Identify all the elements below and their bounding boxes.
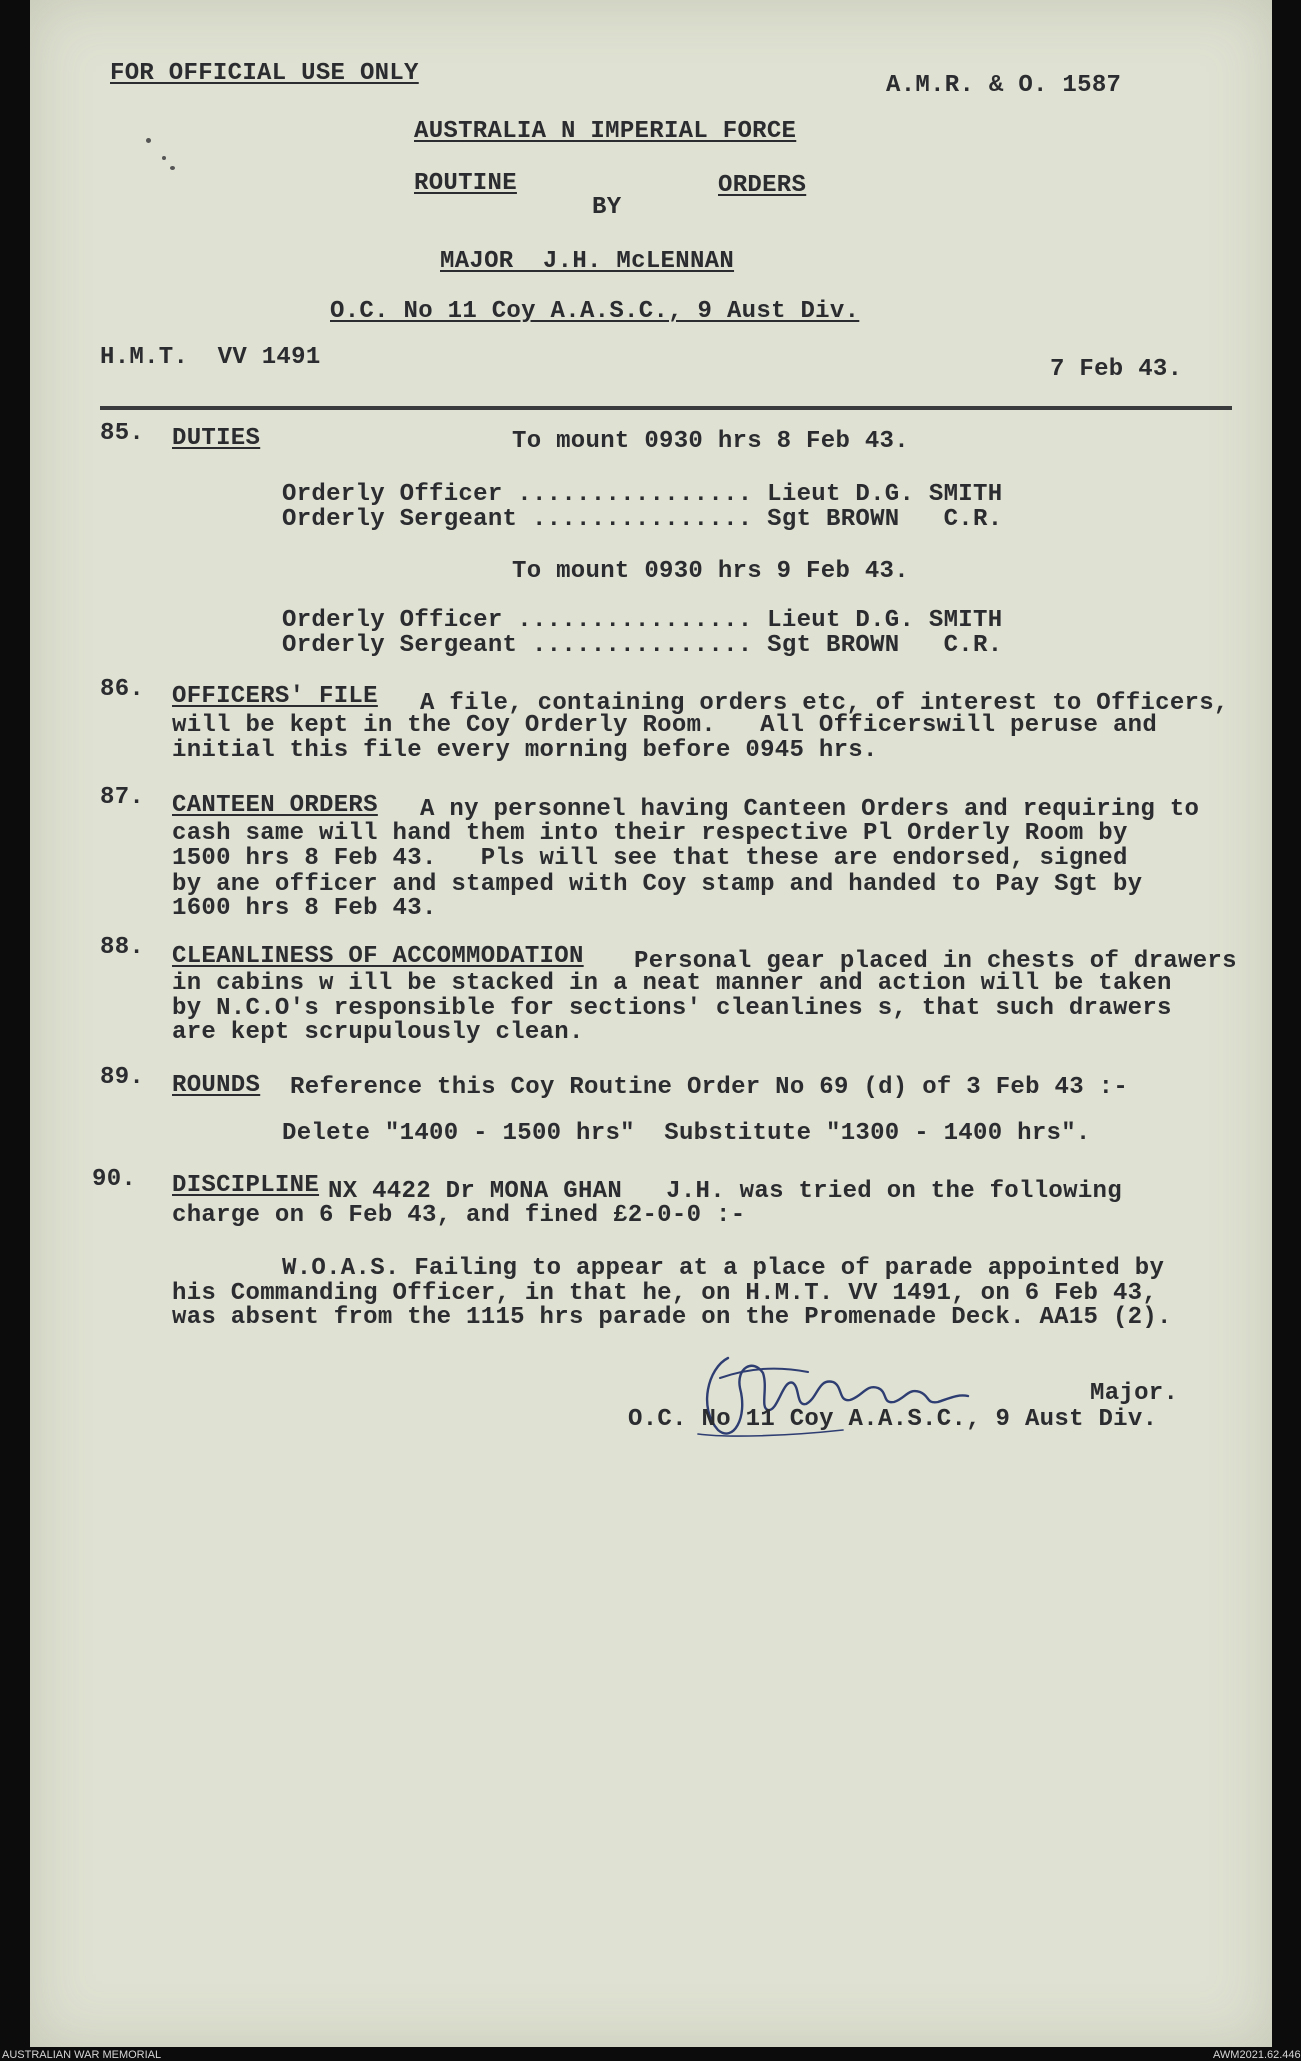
duty-line: Orderly Officer ................ Lieut D.G. SMITH [282, 481, 1003, 508]
order-text: A ny personnel having Canteen Orders and requiring to [420, 796, 1200, 823]
archive-source-label: AUSTRALIAN WAR MEMORIAL [2, 2049, 162, 2061]
order-text: A file, containing orders etc, of interest to Officers, [420, 690, 1229, 717]
ink-speck [170, 166, 175, 170]
order-number: 90. [92, 1166, 137, 1193]
order-title: CLEANLINESS OF ACCOMMODATION [172, 943, 584, 970]
order-title: DISCIPLINE [172, 1172, 320, 1199]
order-text: will be kept in the Coy Orderly Room. All Officerswill peruse and [172, 712, 1158, 739]
order-title: DUTIES [172, 425, 261, 452]
duty-line: Orderly Sergeant ............... Sgt BROWN C.R. [282, 632, 1003, 659]
routine-heading: ROUTINE [414, 170, 517, 197]
order-number: 88. [100, 934, 145, 961]
issue-date: 7 Feb 43. [1050, 356, 1183, 383]
order-text: cash same will hand them into their respective Pl Orderly Room by [172, 820, 1128, 847]
order-text: 1500 hrs 8 Feb 43. Pls will see that these are endorsed, signed [172, 845, 1128, 872]
orders-heading: ORDERS [718, 172, 807, 199]
ink-speck [146, 138, 151, 143]
order-text: was absent from the 1115 hrs parade on the Promenade Deck. AA15 (2). [172, 1304, 1172, 1331]
order-text: initial this file every morning before 0945 hrs. [172, 737, 878, 764]
order-text: charge on 6 Feb 43, and fined £2-0-0 :- [172, 1202, 746, 1229]
ink-speck [162, 156, 166, 160]
order-text: by N.C.O's responsible for sections' cleanlines s, that such drawers [172, 995, 1172, 1022]
by-label: BY [592, 194, 622, 221]
duty-mount-time: To mount 0930 hrs 8 Feb 43. [512, 428, 909, 455]
archive-accession-number: AWM2021.62.446 [1213, 2049, 1301, 2061]
order-number: 87. [100, 784, 145, 811]
order-text: by ane officer and stamped with Coy stamp and handed to Pay Sgt by [172, 871, 1143, 898]
order-text: in cabins w ill be stacked in a neat manner and action will be taken [172, 970, 1172, 997]
issuing-officer: MAJOR J.H. McLENNAN [440, 248, 735, 275]
order-title: OFFICERS' FILE [172, 683, 378, 710]
force-title: AUSTRALIA N IMPERIAL FORCE [414, 118, 797, 145]
signatory-rank: Major. [1090, 1380, 1179, 1407]
header-divider [100, 406, 1232, 410]
unit-heading: O.C. No 11 Coy A.A.S.C., 9 Aust Div. [330, 298, 860, 325]
order-text: his Commanding Officer, in that he, on H.M.T. VV 1491, on 6 Feb 43, [172, 1280, 1158, 1307]
duty-line: Orderly Officer ................ Lieut D.G. SMITH [282, 607, 1003, 634]
order-number: 86. [100, 676, 145, 703]
signatory-unit: O.C. No 11 Coy A.A.S.C., 9 Aust Div. [628, 1406, 1158, 1433]
order-text: Reference this Coy Routine Order No 69 (d) of 3 Feb 43 :- [290, 1074, 1129, 1101]
order-text: NX 4422 Dr MONA GHAN J.H. was tried on the following [328, 1178, 1122, 1205]
order-text: W.O.A.S. Failing to appear at a place of parade appointed by [282, 1255, 1165, 1282]
duty-mount-time: To mount 0930 hrs 9 Feb 43. [512, 558, 909, 585]
order-text: are kept scrupulously clean. [172, 1019, 584, 1046]
document-reference: A.M.R. & O. 1587 [886, 72, 1122, 99]
order-text: 1600 hrs 8 Feb 43. [172, 895, 437, 922]
order-title: CANTEEN ORDERS [172, 792, 378, 819]
order-number: 89. [100, 1064, 145, 1091]
order-text: Delete "1400 - 1500 hrs" Substitute "1300 - 1400 hrs". [282, 1120, 1091, 1147]
classification-label: FOR OFFICIAL USE ONLY [110, 60, 419, 87]
ship-designation: H.M.T. VV 1491 [100, 344, 321, 371]
duty-line: Orderly Sergeant ............... Sgt BROWN C.R. [282, 506, 1003, 533]
order-text: Personal gear placed in chests of drawers [634, 948, 1237, 975]
order-number: 85. [100, 420, 145, 447]
order-title: ROUNDS [172, 1072, 261, 1099]
